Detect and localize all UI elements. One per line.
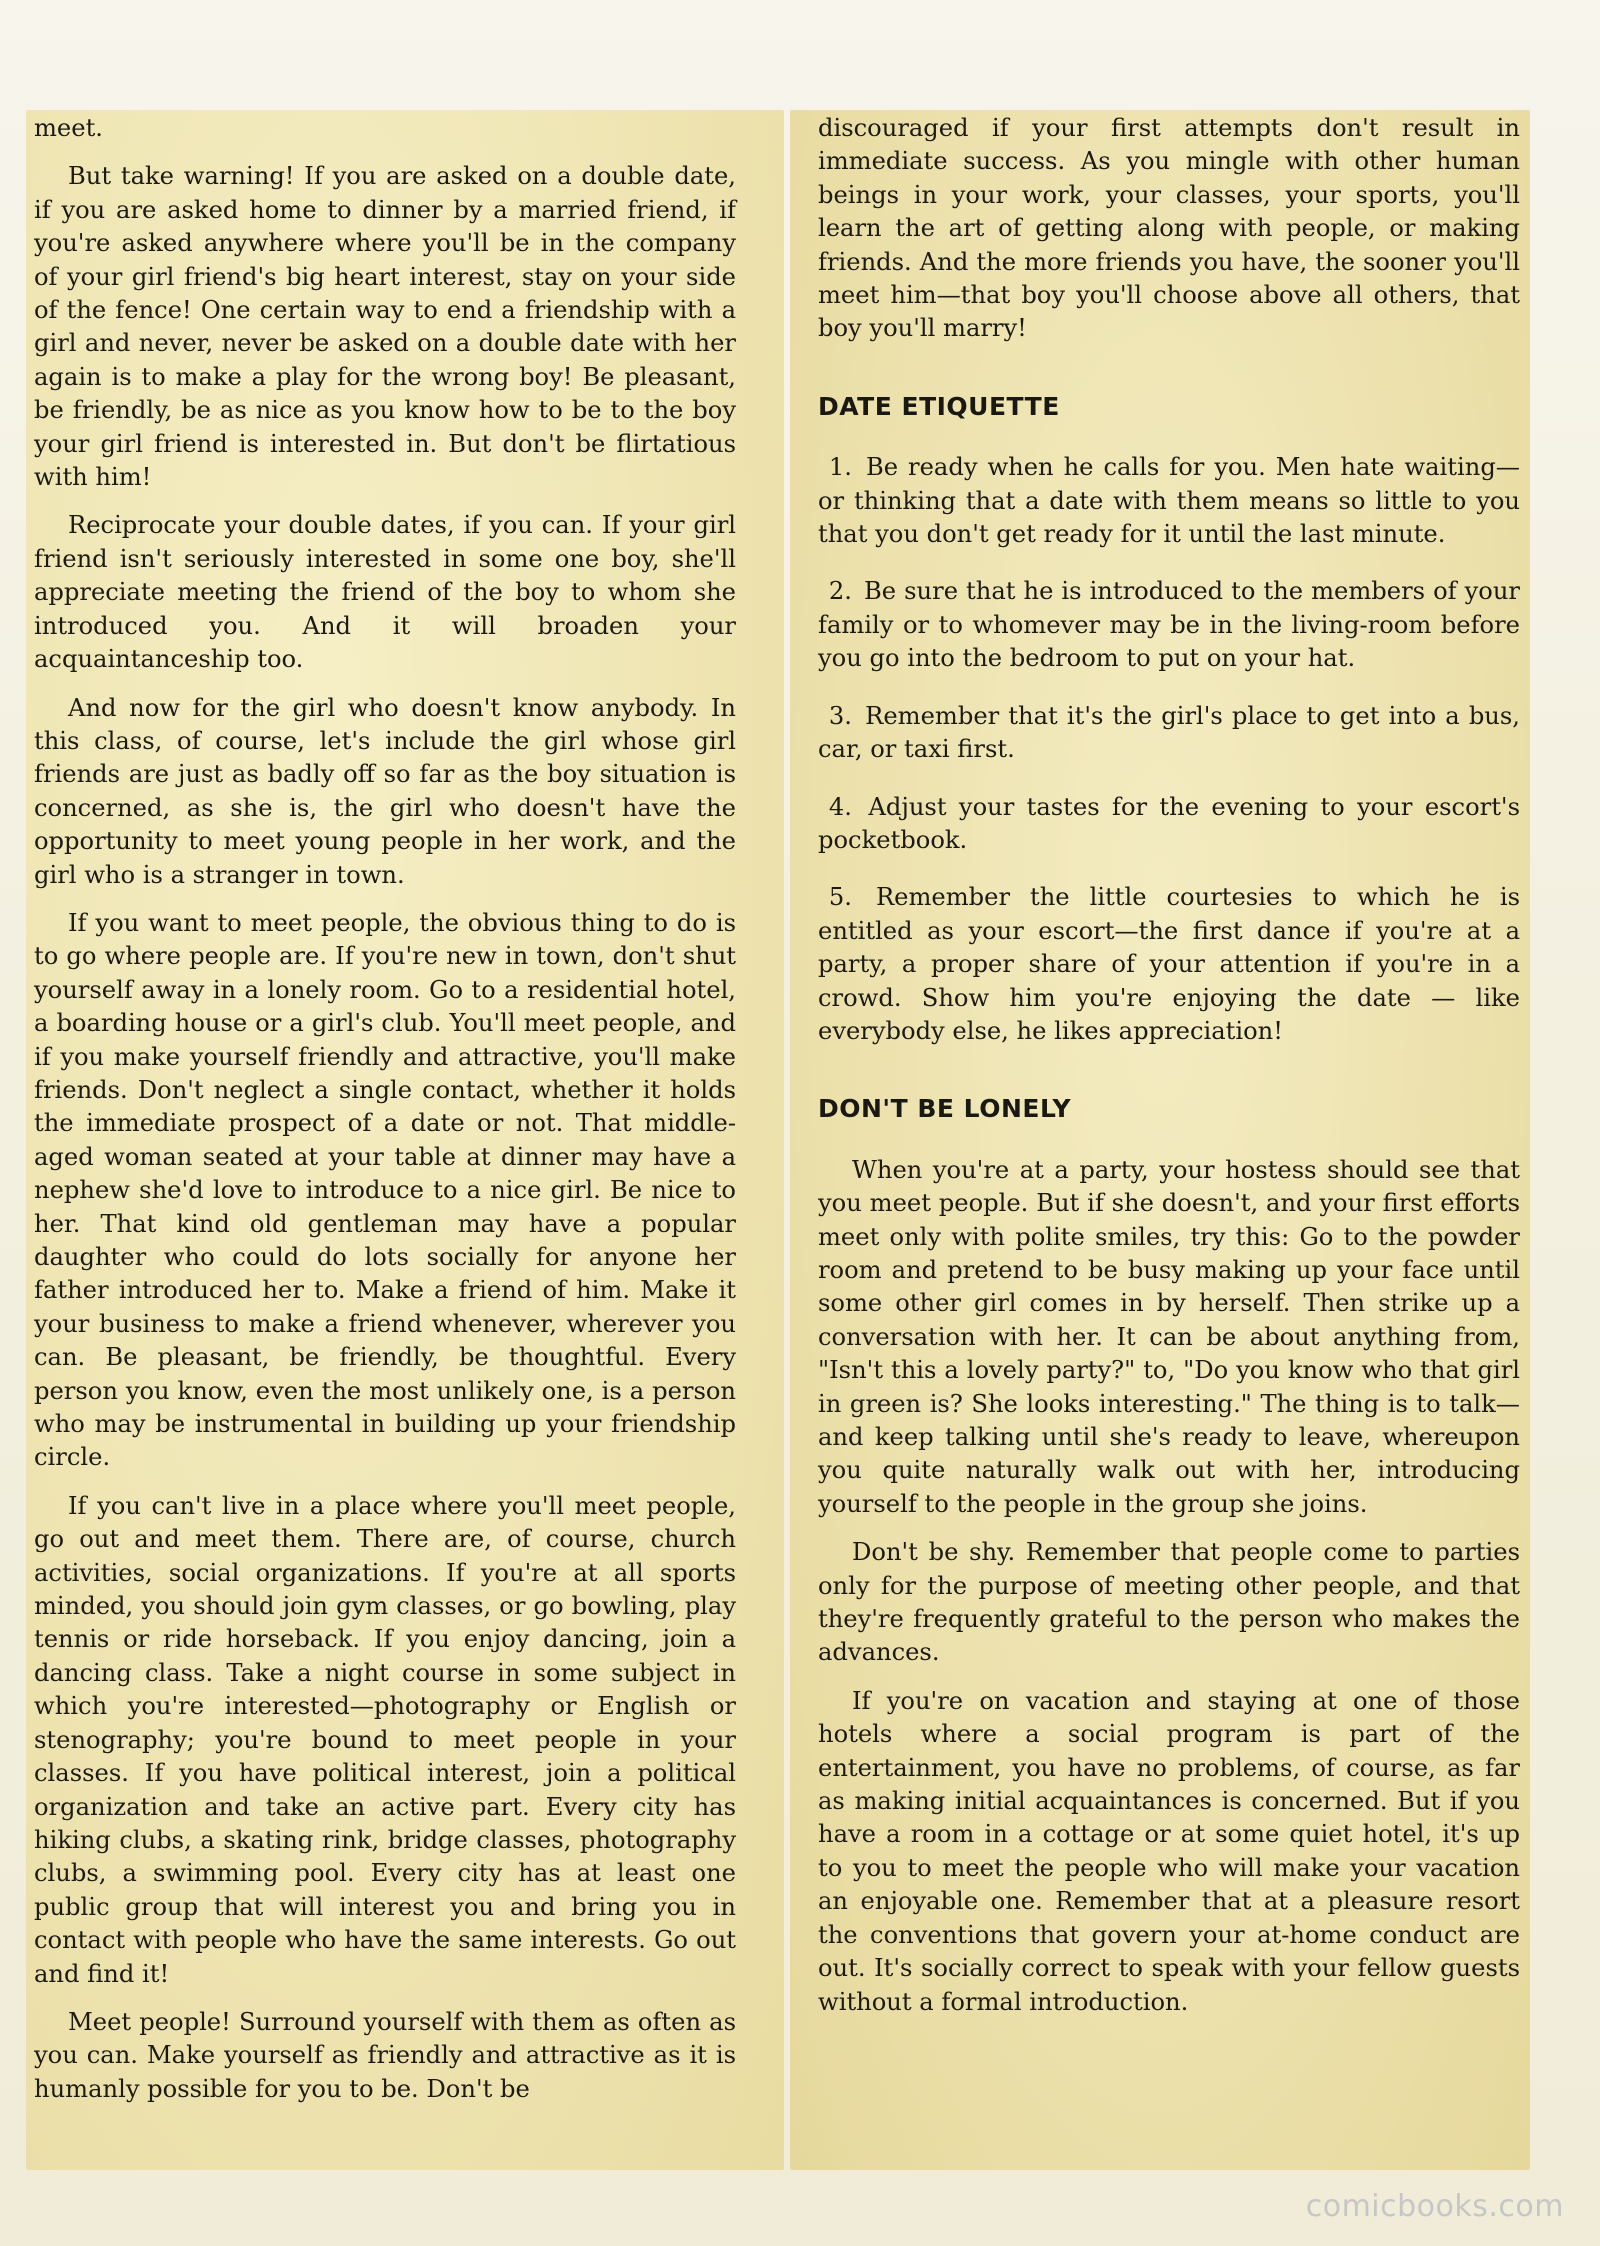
rule-text: Be sure that he is introduced to the members of your family or to whomever may be in the living-room before you go into the bedroom to put on your hat.	[818, 577, 1520, 673]
paragraph: If you're on vacation and staying at one of those hotels where a social program is part of the entertainment, you have no problems, of course, as far as making initial acquaintances is concerned. But if you have a room in a cottage or at some quiet hotel, it's up to you to meet the people who will make your vacation an enjoyable one. Remember that at a pleasure resort the conventions that govern your at-home conduct are out. It's socially correct to speak with your fellow guests without a formal introduction.	[818, 1686, 1520, 2016]
paragraph: But take warning! If you are asked on a double date, if you are asked home to dinner by a married friend, if you're asked anywhere where you'll be in the company of your girl friend's big heart interest, stay on your side of the fence! One certain way to end a friendship with a girl and never, never be asked on a double date with her again is to make a play for the wrong boy! Be pleasant, be friendly, be as nice as you know how to be to the boy your girl friend is interested in. But don't be flirtatious with him!	[34, 162, 736, 492]
rule-number: 2.	[828, 577, 852, 606]
left-text-column	[34, 112, 736, 2121]
paragraph: If you want to meet people, the obvious thing to do is to go where people are. If you're new in town, don't shut yourself away in a lonely room. Go to a residential hotel, a boarding house or a girl's club. You'll meet people, and if you make yourself friendly and attractive, you'll make friends. Don't neglect a single contact, whether it holds the immediate prospect of a date or not. That middle-aged woman seated at your table at dinner may have a nephew she'd love to introduce to a nice girl. Be nice to her. That kind old gentleman may have a popular daughter who could do lots socially for anyone her father introduced her to. Make a friend of him. Make it your business to make a friend whenever, wherever you can. Be pleasant, be friendly, be thoughtful. Every person you know, even the most unlikely one, is a person who may be instrumental in building up your friendship circle.	[34, 908, 736, 1472]
paragraph: And now for the girl who doesn't know anybody. In this class, of course, let's include the girl whose girl friends are just as badly off so far as the boy situation is concerned, as she is, the girl who doesn't have the opportunity to meet young people in her work, and the girl who is a stranger in town.	[34, 693, 736, 889]
paragraph: Don't be shy. Remember that people come to parties only for the purpose of meeting other people, and that they're frequently grateful to the person who makes the advances.	[818, 1538, 1520, 1667]
section-heading-dont-be-lonely: DON'T BE LONELY	[818, 1094, 1072, 1124]
etiquette-rule	[818, 575, 1520, 675]
rule-number: 1.	[828, 453, 852, 482]
rule-number: 5.	[828, 883, 852, 912]
rule-text: Remember that it's the girl's place to get into a bus, car, or taxi first.	[818, 701, 1520, 764]
paragraph: Reciprocate your double dates, if you can. If your girl friend isn't seriously interested in some one boy, she'll appreciate meeting the friend of the boy to whom she introduced you. And it will broaden your acquaintanceship too.	[34, 511, 736, 674]
rule-number: 3.	[828, 701, 852, 730]
etiquette-rule	[818, 881, 1520, 1048]
rule-text: Remember the little courtesies to which he is entitled as your escort—the first dance if you're at a party, a proper share of your attention if you're in a crowd. Show him you're enjoying the date — like everybody else, he likes appreciation!	[818, 883, 1520, 1045]
etiquette-rule	[818, 451, 1520, 551]
site-watermark: comicbooks.com	[1305, 2189, 1564, 2224]
etiquette-rule	[818, 791, 1520, 858]
right-text-column	[818, 112, 1520, 2034]
paragraph: discouraged if your first attempts don't result in immediate success. As you mingle with other human beings in your work, your classes, your sports, you'll learn the art of getting along with people, or making friends. And the more friends you have, the sooner you'll meet him—that boy you'll choose above all others, that boy you'll marry!	[818, 114, 1520, 343]
rule-text: Adjust your tastes for the evening to your escort's pocketbook.	[818, 792, 1520, 854]
paragraph: If you can't live in a place where you'll meet people, go out and meet them. There are, of course, church activities, social organizations. If you're at all sports minded, you should join gym classes, or go bowling, play tennis or ride horseback. If you enjoy dancing, join a dancing class. Take a night course in some subject in which you're interested—photography or English or stenography; you're bound to meet people in your classes. If you have political interest, join a political organization and take an active part. Every city has hiking clubs, a skating rink, bridge classes, photography clubs, a swimming pool. Every city has at least one public group that will interest you and bring you in contact with people who have the same interests. Go out and find it!	[34, 1491, 736, 1988]
rule-number: 4.	[828, 792, 852, 821]
section-heading-date-etiquette: DATE ETIQUETTE	[818, 391, 1060, 421]
etiquette-rule	[818, 700, 1520, 767]
paragraph: Meet people! Surround yourself with them as often as you can. Make yourself as friendly and attractive as it is humanly possible for you to be. Don't be	[34, 2007, 736, 2103]
paragraph: When you're at a party, your hostess should see that you meet people. But if she doesn't, and your first efforts meet only with polite smiles, try this: Go to the powder room and pretend to be busy making up your face until some other girl comes in by herself. Then strike up a conversation with her. It can be about anything from, "Isn't this a lovely party?" to, "Do you know who that girl in green is? She looks interesting." The thing is to talk—and keep talking until she's ready to leave, whereupon you quite naturally walk out with her, introducing yourself to the people in the group she joins.	[818, 1155, 1520, 1518]
rule-text: Be ready when he calls for you. Men hate waiting—or thinking that a date with them means so little to you that you don't get ready for it until the last minute.	[818, 453, 1520, 549]
paragraph: meet.	[34, 114, 103, 142]
